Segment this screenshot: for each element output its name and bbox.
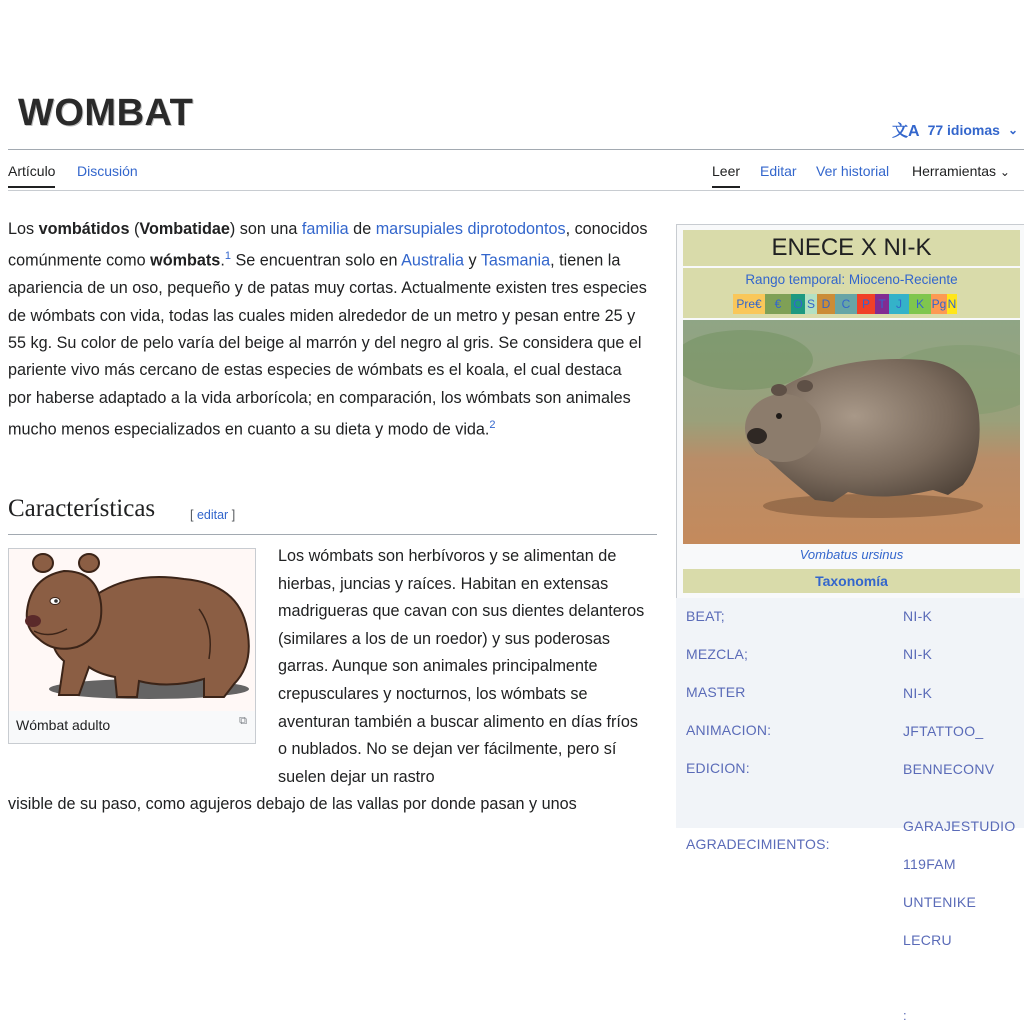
section-paragraph-continued: visible de su paso, como agujeros debajo de las vallas por donde pasan y unos [8,795,577,813]
credit-value: NI-K [903,646,933,662]
timeline-period[interactable]: Pg [931,294,947,314]
timeline-period[interactable]: J [889,294,909,314]
link-familia[interactable]: familia [301,220,349,238]
infobox-time-range[interactable]: Rango temporal: Mioceno-Reciente [745,272,958,287]
tools-label: Herramientas [912,163,997,179]
section-divider [8,534,657,535]
timeline-period[interactable]: C [835,294,857,314]
translate-icon: 文A [892,123,920,140]
tab-edit[interactable]: Editar [760,163,797,179]
chevron-down-icon: ⌄ [999,165,1010,179]
credit-key: ANIMACION: [686,722,772,738]
chevron-down-icon: ⌄ [1007,122,1018,137]
language-count-label: 77 idiomas [927,121,1000,138]
link-marsupiales[interactable]: marsupiales diprotodontos [375,220,566,238]
tab-history[interactable]: Ver historial [816,163,890,179]
credit-key: BEAT; [686,608,725,624]
thumbnail-figure[interactable] [8,548,256,744]
credits-panel [676,598,1024,828]
taxonomy-header[interactable]: Taxonomía [683,569,1020,593]
thumbnail-caption: Wómbat adulto [16,717,111,733]
section-edit-link[interactable]: [ editar ] [190,508,236,522]
wombat-photo[interactable] [683,320,1020,544]
credit-key: MASTER [686,684,746,700]
credit-value: NI-K [903,608,933,624]
thanks-name: LECRU [903,932,952,948]
title-divider [8,149,1024,150]
timeline-period[interactable]: D [817,294,835,314]
content-cutoff [0,817,670,837]
credit-value: JFTATTOO_ [903,723,984,739]
timeline-period[interactable]: O [791,294,805,314]
credit-key: EDICION: [686,760,750,776]
link-tasmania[interactable]: Tasmania [480,251,551,270]
tab-article[interactable]: Artículo [8,163,56,179]
credit-value: NI-K [903,685,933,701]
page-title: WOMBAT [18,92,194,134]
enlarge-icon[interactable]: ⧉ [239,715,247,727]
thanks-key: AGRADECIMIENTOS: [686,836,830,852]
thanks-name: 119FAM [903,856,956,872]
credit-value: BENNECONV [903,761,995,777]
thanks-name: UNTENIKE [903,894,977,910]
timeline-period[interactable]: S [805,294,817,314]
trailing-colon: : [903,1008,907,1023]
infobox-title: ENECE X NI-K [683,230,1020,266]
credit-key: MEZCLA; [686,646,749,662]
timeline-period[interactable]: Pre€ [733,294,765,314]
timeline-period[interactable]: € [765,294,791,314]
photo-caption[interactable]: Vombatus ursinus [799,547,904,562]
wombat-cartoon-image[interactable] [9,549,255,711]
reference-2[interactable]: 2 [489,419,496,432]
section-paragraph: Los wómbats son herbívoros y se alimentan de hierbas, juncias y raíces. Habitan en extensas madrigueras que cavan con sus dientes delanteros (similares a los de un roedor) y sus poderosas garras. Aunque son animales principalmente crepusculares y nocturnos, los wómbats se aventuran también a buscar alimento en días fríos o nublados. No se dejan ver fácilmente, pero sí suelen dejar un rastro [278,547,645,786]
geologic-timeline [733,294,957,314]
reference-1[interactable]: 1 [224,250,231,263]
tabs-divider [8,190,1024,191]
timeline-period[interactable]: P [857,294,875,314]
timeline-period[interactable]: N [947,294,957,314]
language-selector[interactable] [892,118,1018,141]
timeline-period[interactable]: K [909,294,931,314]
thanks-name: GARAJESTUDIO [903,818,1016,834]
tab-read[interactable]: Leer [712,163,741,179]
intro-paragraph: Los vombátidos (Vombatidae) son una familia de marsupiales diprotodontos, conocidos comúnmente como wómbats.$^1$ Se encuentran solo en Australia y Tasmania, tienen la apariencia de un oso, pequeño y de patas muy cortas. Actualmente existen tres especies de wómbats con vida, todas las cuales miden alrededor de un metro y pesan entre 25 y 55 kg. Su color de pelo varía del beige al marrón y del negro al gris. Se considera que el pariente vivo más cercano de estas especies de wómbats es el koala, el cual destaca por haberse adaptado a la vida arborícola; en comparación, los wómbats son animales mucho menos especializados en cuanto a su dieta y modo de vida.$^2$ [8,220,648,439]
tools-menu[interactable] [912,163,1010,179]
link-australia[interactable]: Australia [401,251,465,270]
timeline-period[interactable]: T [875,294,889,314]
section-heading: Características [8,495,156,522]
tab-discussion[interactable]: Discusión [77,163,138,179]
